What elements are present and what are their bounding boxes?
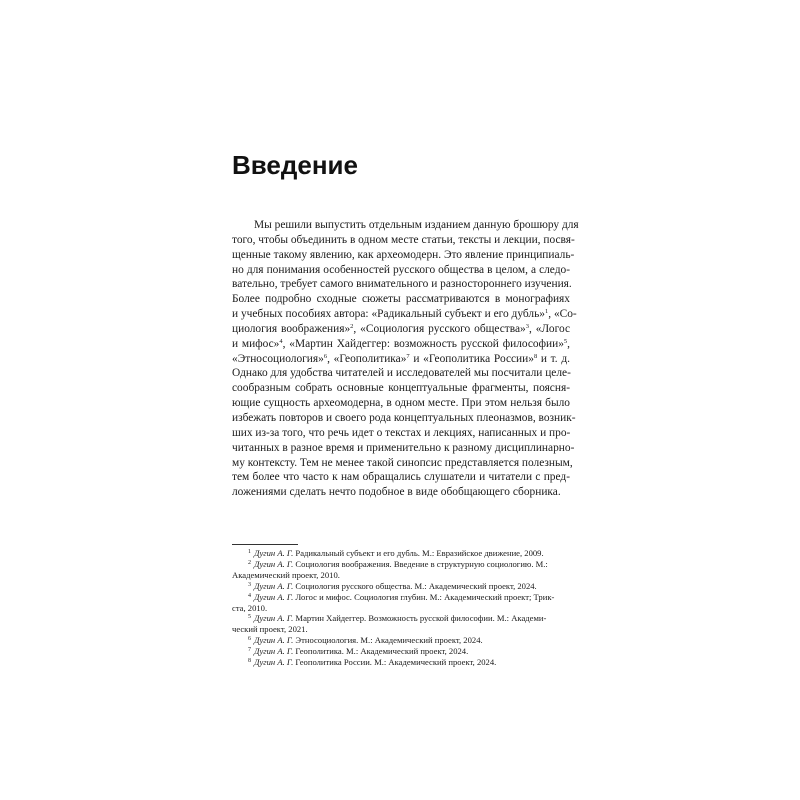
body-line: избежать повторов и своего рода концептуальных плеоназмов, возник- <box>232 411 576 424</box>
footnote-author: Дугин А. Г. <box>254 646 294 657</box>
body-line: му контексту. Тем не менее такой синопсис представляется полезным, <box>232 456 573 469</box>
footnote-author: Дугин А. Г. <box>254 591 294 602</box>
body-text-fragment: циология воображения» <box>232 322 351 335</box>
footnotes <box>232 548 570 668</box>
footnote-author: Дугин А. Г. <box>254 635 294 646</box>
body-line <box>232 307 577 322</box>
footnote-text: Радикальный субъект и его дубль. М.: Евразийское движение, 2009. <box>293 548 544 558</box>
body-line: того, чтобы объединить в одном месте статьи, тексты и лекции, посвя- <box>232 233 575 246</box>
body-line: Более подробно сходные сюжеты рассматриваются в монографиях <box>232 293 570 306</box>
footnote-author: Дугин А. Г. <box>254 548 294 558</box>
footnote-author: Дугин А. Г. <box>254 580 294 591</box>
footnote-item <box>232 657 570 668</box>
body-line: ших из-за того, что речь идет о текстах и лекциях, написанных и про- <box>232 426 571 439</box>
body-line: щенные такому явлению, как археомодерн. Это явление принципиаль- <box>232 248 575 261</box>
footnote-ref[interactable]: 1 <box>545 308 549 316</box>
footnote-continuation: Академический проект, 2010. <box>232 569 340 580</box>
body-text-fragment: , «Социология русского общества» <box>353 322 526 335</box>
body-line: читанных в разное время и применительно к разному дисциплинарно- <box>232 441 575 454</box>
footnote-text: Социология воображения. Введение в структурную социологию. М.: <box>293 558 548 569</box>
body-text-fragment: , «Геополитика» <box>327 352 407 365</box>
body-text-fragment: и «Геополитика России» <box>409 352 534 365</box>
footnote-author: Дугин А. Г. <box>254 657 294 668</box>
body-text-fragment: , «Со- <box>548 308 577 321</box>
body-line: но для понимания особенностей русского общества в целом, а следо- <box>232 263 570 276</box>
footnote-number: 4 <box>248 592 251 599</box>
footnote-author: Дугин А. Г. <box>254 558 294 569</box>
footnote-item <box>232 559 570 570</box>
footnote-text: Мартин Хайдеггер. Возможность русской философии. М.: Академи- <box>293 613 547 624</box>
footnote-number: 3 <box>248 581 251 588</box>
footnote-text: Геополитика России. М.: Академический проект, 2024. <box>293 657 497 668</box>
body-line <box>232 352 570 367</box>
footnote-item <box>232 592 570 603</box>
footnote-ref[interactable]: 6 <box>323 352 328 360</box>
body-paragraph <box>232 218 579 500</box>
body-line <box>232 337 570 352</box>
footnote-item <box>232 635 570 646</box>
footnote-item <box>232 581 570 592</box>
body-line: Мы решили выпустить отдельным изданием данную брошюру для <box>254 219 579 231</box>
footnote-continuation: ческий проект, 2021. <box>232 624 308 635</box>
footnote-text: Этносоциология. М.: Академический проект, 2024. <box>293 635 483 646</box>
body-text-fragment: и мифос» <box>232 337 280 350</box>
footnote-text: Логос и мифос. Социология глубин. М.: Академический проект; Трик- <box>293 591 555 602</box>
body-text-fragment: , «Логос <box>529 322 570 335</box>
footnote-number: 2 <box>248 559 251 566</box>
body-line: ющие сущность археомодерна, в одном месте. При этом нельзя было <box>232 397 570 410</box>
chapter-heading: Введение <box>232 150 358 180</box>
body-text-fragment: «Этносоциология» <box>232 352 324 365</box>
body-text-fragment: , <box>567 337 570 350</box>
footnote-ref[interactable]: 8 <box>533 352 538 360</box>
footnote-author: Дугин А. Г. <box>254 613 294 624</box>
body-line: сообразным собрать основные концептуальные фрагменты, поясня- <box>232 382 570 395</box>
footnote-item <box>232 548 570 559</box>
footnote-number: 5 <box>248 614 251 621</box>
body-line <box>232 322 570 337</box>
footnote-number: 7 <box>248 647 251 654</box>
footnote-number: 1 <box>248 549 251 555</box>
footnote-continuation: ста, 2010. <box>232 602 268 613</box>
footnote-text: Геополитика. М.: Академический проект, 2024. <box>293 646 469 657</box>
footnote-separator <box>232 544 298 545</box>
body-line: Однако для удобства читателей и исследователей мы посчитали целе- <box>232 367 571 380</box>
footnote-ref[interactable]: 2 <box>350 322 354 330</box>
footnote-number: 6 <box>248 636 251 643</box>
footnote-ref[interactable]: 5 <box>563 337 568 345</box>
body-line: ложениями сделать нечто подобное в виде обобщающего сборника. <box>232 486 561 499</box>
body-text-fragment: и учебных пособиях автора: «Радикальный субъект и его дубль» <box>232 308 545 321</box>
footnote-item <box>232 646 570 657</box>
footnote-item <box>232 613 570 624</box>
body-line: тем более что часто к нам обращались слушатели и читатели с пред- <box>232 471 570 484</box>
footnote-ref[interactable]: 7 <box>406 352 410 360</box>
body-line: вательно, требует самого внимательного и разностороннего изучения. <box>232 278 572 291</box>
footnote-ref[interactable]: 3 <box>525 322 529 330</box>
body-text-fragment: , «Мартин Хайдеггер: возможность русской философии» <box>282 337 564 350</box>
footnote-text: Социология русского общества. М.: Академический проект, 2024. <box>293 580 537 591</box>
footnote-ref[interactable]: 4 <box>279 337 283 345</box>
body-text-fragment: и т. д. <box>537 352 570 365</box>
footnote-number: 8 <box>248 658 251 665</box>
